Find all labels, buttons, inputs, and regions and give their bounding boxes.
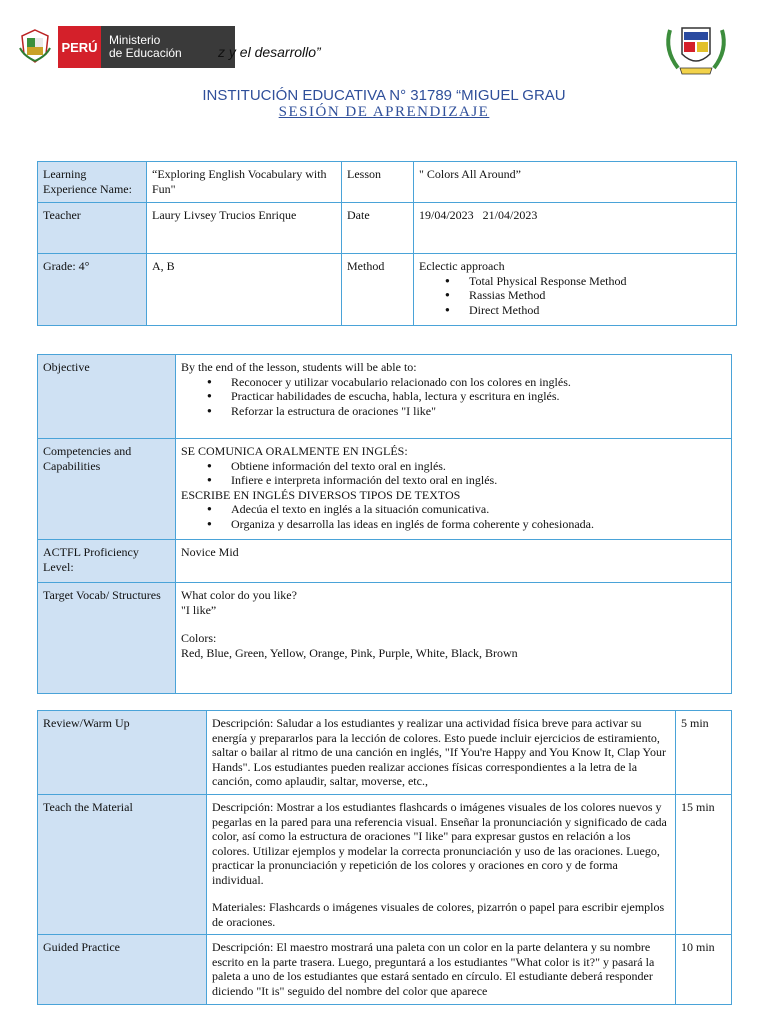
teach-cell xyxy=(207,795,676,935)
objective-cell xyxy=(176,355,732,439)
method-label: Method xyxy=(342,254,414,326)
vocab-cell xyxy=(176,583,732,694)
competency-item: ● Adecúa el texto en inglés a la situación comunicativa. xyxy=(231,502,725,517)
competencies-label: Competencies and Capabilities xyxy=(38,439,176,540)
grade-value: A, B xyxy=(147,254,342,326)
activities-table xyxy=(37,710,732,1005)
objective-list xyxy=(181,375,725,419)
objective-item: ● Practicar habilidades de escucha, habla, lectura y escritura en inglés. xyxy=(231,389,725,404)
ministry-badge xyxy=(101,26,235,68)
lesson-plan-table xyxy=(37,354,732,694)
objective-item: ● Reconocer y utilizar vocabulario relacionado con los colores en inglés. xyxy=(231,375,725,390)
method-intro: Eclectic approach xyxy=(419,259,505,273)
vocab-question: What color do you like? xyxy=(181,588,297,602)
warm-up-description: Descripción: Saludar a los estudiantes y realizar una actividad física breve para activar su energía y prepararlos para la lección de colores. Esto puede incluir ejercicios de estiramiento, saltar o bailar al ritmo de una canción en inglés, "If You're Happy and You Know It, Clap Your Hands". Los estudiantes pueden realizar acciones físicas correspondientes a la letra de la canción, como aplaudir, saltar, moverse, etc., xyxy=(207,711,676,795)
objective-intro: By the end of the lesson, students will be able to: xyxy=(181,360,417,374)
method-item: ● Rassias Method xyxy=(469,288,730,303)
teach-time: 15 min xyxy=(676,795,732,935)
vocab-structure: "I like” xyxy=(181,602,217,617)
warm-up-label: Review/Warm Up xyxy=(38,711,207,795)
teach-description: Descripción: Mostrar a los estudiantes flashcards o imágenes visuales de los colores nuevos y pegarlas en la pared para una referencia visual. Enseñar la pronunciación y significado de cada color, así como la estructura de oraciones "I like" para expresar gustos en relación a los colores. Utilizar ejemplos y modelar la correcta pronunciación y uso de las oraciones. Luego, practicar la pronunciación y repetición de los colores y oraciones en coro y de forma individual. xyxy=(212,800,667,887)
actfl-value: Novice Mid xyxy=(176,540,732,583)
competency-list xyxy=(181,502,725,531)
institution-title: INSTITUCIÓN EDUCATIVA N° 31789 “MIGUEL GRAU xyxy=(202,87,566,104)
warm-up-time: 5 min xyxy=(676,711,732,795)
learning-label: Learning Experience Name: xyxy=(38,162,147,203)
teach-materials: Materiales: Flashcards o imágenes visuales de colores, pizarrón o papel para escribir ejemplos de oraciones. xyxy=(212,900,665,929)
competency-heading: ESCRIBE EN INGLÉS DIVERSOS TIPOS DE TEXTOS xyxy=(181,487,461,502)
date-value: 19/04/2023 21/04/2023 xyxy=(414,203,737,254)
competency-item: ● Obtiene información del texto oral en inglés. xyxy=(231,459,725,474)
guided-label: Guided Practice xyxy=(38,935,207,1005)
lesson-label: Lesson xyxy=(342,162,414,203)
teacher-value: Laury Livsey Trucios Enrique xyxy=(147,203,342,254)
session-title: SESIÓN DE APRENDIZAJE xyxy=(278,104,490,120)
teach-label: Teach the Material xyxy=(38,795,207,935)
colors-label: Colors: xyxy=(181,631,217,645)
date-label: Date xyxy=(342,203,414,254)
competency-item: ● Organiza y desarrolla las ideas en inglés de forma coherente y cohesionada. xyxy=(231,517,725,532)
grade-label: Grade: 4° xyxy=(38,254,147,326)
motto-text: z y el desarrollo” xyxy=(218,44,321,60)
peru-badge xyxy=(58,26,101,68)
method-item: ● Total Physical Response Method xyxy=(469,274,730,289)
competency-list xyxy=(181,459,725,488)
lesson-info-table xyxy=(37,161,737,326)
method-list xyxy=(419,274,730,318)
ministry-line-2: de Educación xyxy=(109,46,182,60)
teacher-label: Teacher xyxy=(38,203,147,254)
method-cell xyxy=(414,254,737,326)
method-item: ● Direct Method xyxy=(469,303,730,318)
guided-time: 10 min xyxy=(676,935,732,1005)
competency-item: ● Infiere e interpreta información del texto oral en inglés. xyxy=(231,473,725,488)
competency-heading: SE COMUNICA ORALMENTE EN INGLÉS: xyxy=(181,444,408,458)
actfl-label: ACTFL Proficiency Level: xyxy=(38,540,176,583)
lesson-value: " Colors All Around” xyxy=(414,162,737,203)
objective-item: ● Reforzar la estructura de oraciones "I like" xyxy=(231,404,725,419)
country-label: PERÚ xyxy=(61,39,98,55)
ministry-line-1: Ministerio xyxy=(109,33,161,47)
peru-coat-of-arms-icon xyxy=(18,28,52,64)
guided-description: Descripción: El maestro mostrará una paleta con un color en la parte delantera y su nombre escrito en la parte trasera. Luego, preguntará a los estudiantes "What color is it?" y pasará la paleta a uno de los estudiantes que estará sentado en círculo. El estudiante deberá responder diciendo "It is" seguido del nombre del color que aparece xyxy=(207,935,676,1005)
objective-label: Objective xyxy=(38,355,176,439)
competencies-cell xyxy=(176,439,732,540)
colors-list: Red, Blue, Green, Yellow, Orange, Pink, Purple, White, Black, Brown xyxy=(181,645,518,660)
vocab-label: Target Vocab/ Structures xyxy=(38,583,176,694)
learning-value: “Exploring English Vocabulary with Fun" xyxy=(147,162,342,203)
school-logo-icon xyxy=(660,20,732,78)
